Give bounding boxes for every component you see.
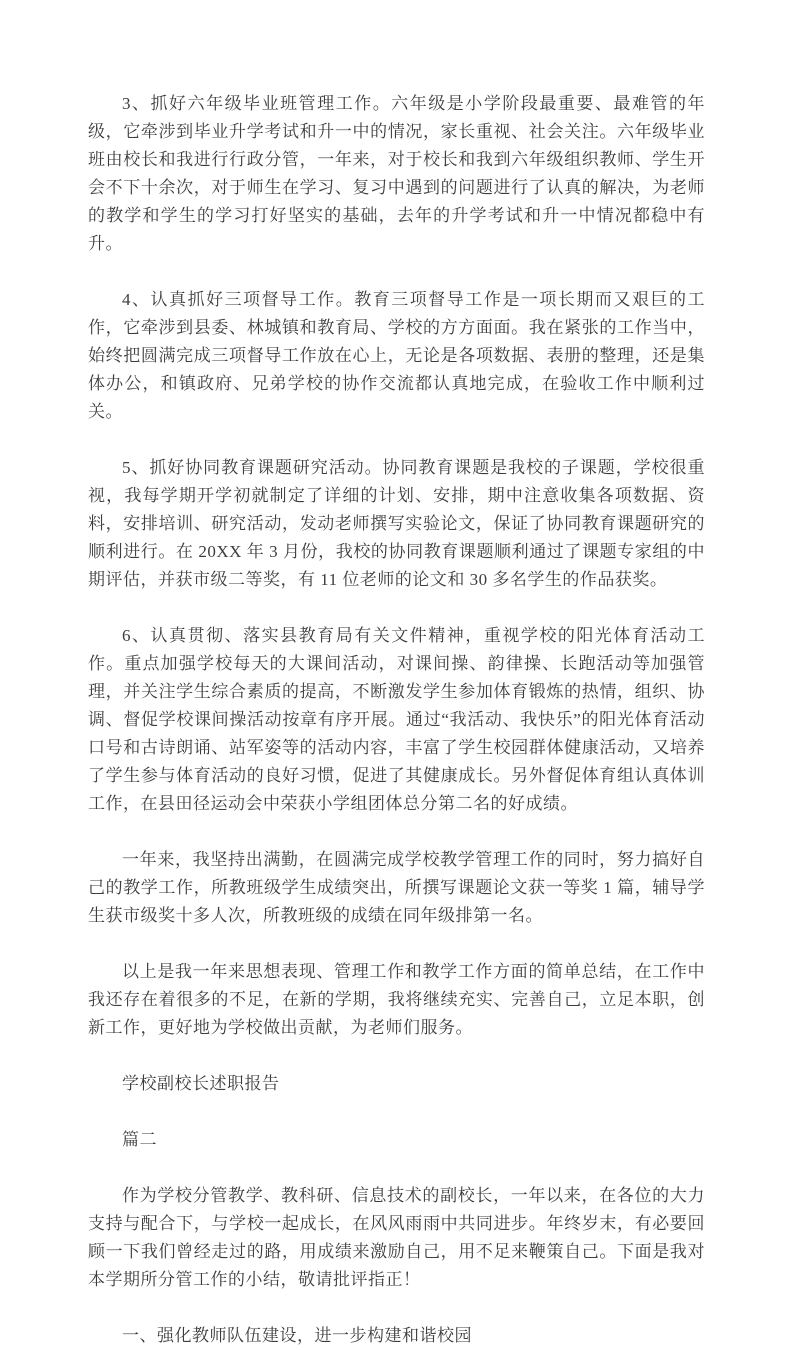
paragraph-attendance-and-teaching: 一年来，我坚持出满勤，在圆满完成学校教学管理工作的同时，努力搞好自己的教学工作，所教班级学生成绩突出，所撰写课题论文获一等奖 1 篇，辅导学生获市级奖十多人次，所教班级的成绩在同年级排第一名。 [88,850,705,925]
paragraph-sunshine-sports: 6、认真贯彻、落实县教育局有关文件精神，重视学校的阳光体育活动工作。重点加强学校每天的大课间活动，对课间操、韵律操、长跑活动等加强管理，并关注学生综合素质的提高，不断激发学生参加体育锻炼的热情，组织、协调、督促学校课间操活动按章有序开展。通过“我活动、我快乐”的阳光体育活动口号和古诗朗诵、站军姿等的活动内容，丰富了学生校园群体健康活动，又培养了学生参与体育活动的良好习惯，促进了其健康成长。另外督促体育组认真体训工作，在县田径运动会中荣获小学组团体总分第二名的好成绩。 [88,626,705,813]
paragraph-grade6-management: 3、抓好六年级毕业班管理工作。六年级是小学阶段最重要、最难管的年级，它牵涉到毕业升学考试和升一中的情况，家长重视、社会关注。六年级毕业班由校长和我进行行政分管，一年来，对于校长和我到六年级组织教师、学生开会不下十余次，对于师生在学习、复习中遇到的问题进行了认真的解决，为老师的教学和学生的学习打好坚实的基础，去年的升学考试和升一中情况都稳中有升。 [88,94,705,253]
paragraph-three-supervisions: 4、认真抓好三项督导工作。教育三项督导工作是一项长期而又艰巨的工作，它牵涉到县委、林城镇和教育局、学校的方方面面。我在紧张的工作当中，始终把圆满完成三项督导工作放在心上，无论是各项数据、表册的整理，还是集体办公，和镇政府、兄弟学校的协作交流都认真地完成，在验收工作中顺利过关。 [88,290,705,421]
heading-teacher-team-building: 一、强化教师队伍建设，进一步构建和谐校园 [122,1326,472,1345]
document-body [88,90,705,1350]
paragraph-collaborative-education-research: 5、抓好协同教育课题研究活动。协同教育课题是我校的子课题，学校很重视，我每学期开学初就制定了详细的计划、安排，期中注意收集各项数据、资料，安排培训、研究活动，发动老师撰写实验论文，保证了协同教育课题研究的顺利进行。在 20XX 年 3 月份，我校的协同教育课题顺利通过了课题专家组的中期评估，并获市级二等奖，有 11 位老师的论文和 30 多名学生的作品获奖。 [88,458,705,589]
paragraph-summary-closing: 以上是我一年来思想表现、管理工作和教学工作方面的简单总结，在工作中我还存在着很多的不足，在新的学期，我将继续充实、完善自己，立足本职，创新工作，更好地为学校做出贡献，为老师们服务。 [88,962,705,1037]
section-label-part-two: 篇二 [122,1130,157,1149]
section-title-report: 学校副校长述职报告 [122,1074,280,1093]
paragraph-part-two-intro: 作为学校分管教学、教科研、信息技术的副校长，一年以来，在各位的大力支持与配合下，与学校一起成长，在风风雨雨中共同进步。年终岁末，有必要回顾一下我们曾经走过的路，用成绩来激励自己，用不足来鞭策自己。下面是我对本学期所分管工作的小结，敬请批评指正！ [88,1186,705,1289]
